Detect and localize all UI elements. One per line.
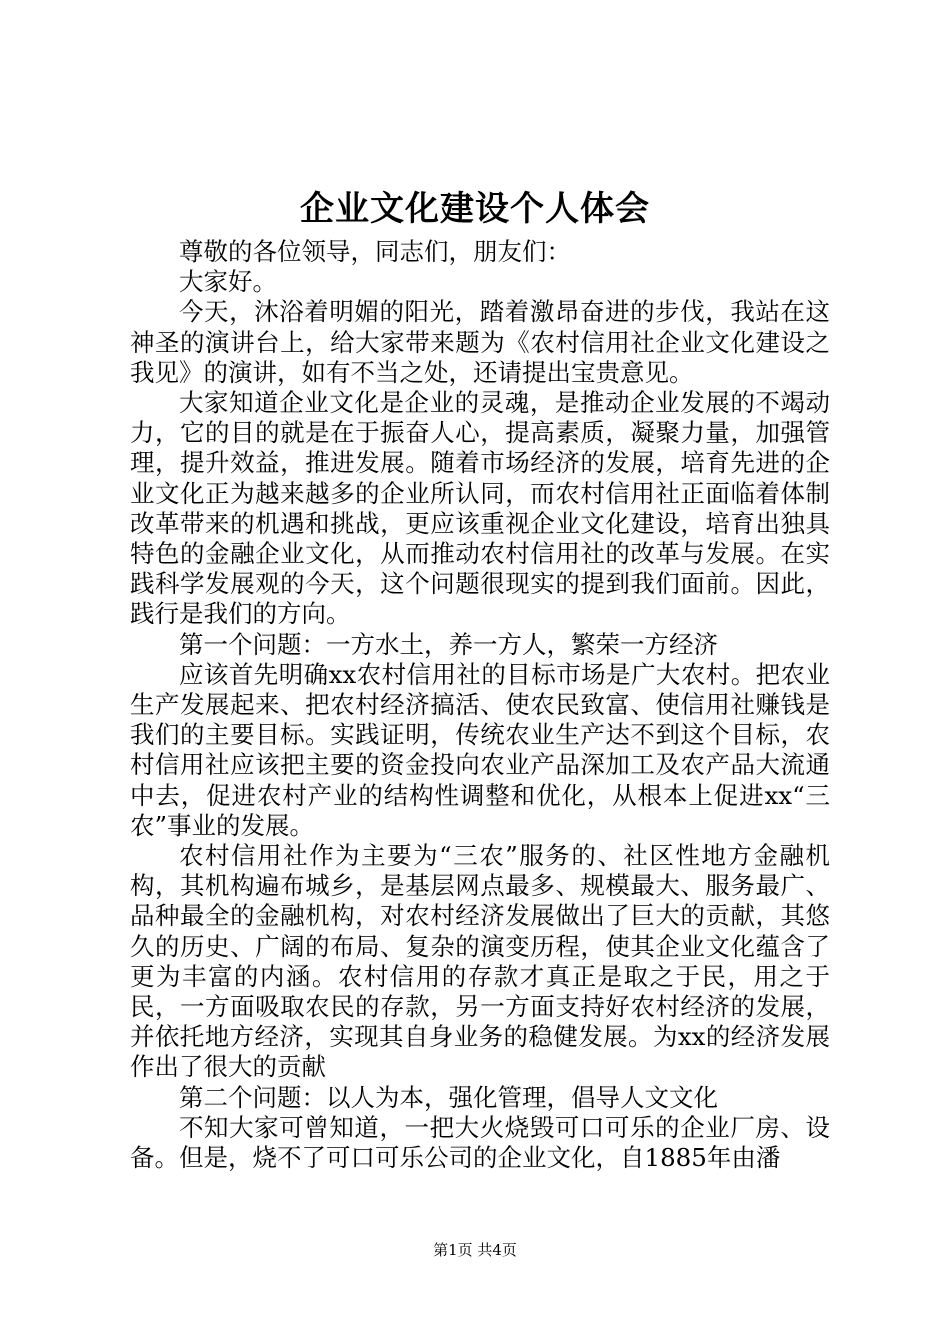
paragraph-culture: 大家知道企业文化是企业的灵魂，是推动企业发展的不竭动力，它的目的就是在于振奋人心，提高素质，凝聚力量，加强管理，提升效益，推进发展。随着市场经济的发展，培育先进的企业文化正为越来越多的企业所认同，而农村信用社正面临着体制改革带来的机遇和挑战，更应该重视企业文化建设，培育出独具特色的金融企业文化，从而推动农村信用社的改革与发展。在实践科学发展观的今天，这个问题很现实的提到我们面前。因此，践行是我们的方向。: [130, 388, 830, 629]
greeting: 大家好。: [179, 267, 277, 297]
page-footer: 第1页 共4页: [433, 1241, 517, 1259]
paragraph-target-market: 应该首先明确xx农村信用社的目标市场是广大农村。把农业生产发展起来、把农村经济搞活、使农民致富、使信用社赚钱是我们的主要目标。实践证明，传统农业生产达不到这个目标，农村信用社应该把主要的资金投向农业产品深加工及农产品大流通中去，促进农村产业的结构性调整和优化，从根本上促进xx“三农”事业的发展。: [130, 659, 830, 840]
paragraph-intro: 今天，沐浴着明媚的阳光，踏着激昂奋进的步伐，我站在这神圣的演讲台上，给大家带来题为《农村信用社企业文化建设之我见》的演讲，如有不当之处，还请提出宝贵意见。: [130, 297, 830, 387]
paragraph-rural-credit: 农村信用社作为主要为“三农”服务的、社区性地方金融机构，其机构遍布城乡，是基层网点最多、规模最大、服务最广、品种最全的金融机构，对农村经济发展做出了巨大的贡献，其悠久的历史、广阔的布局、复杂的演变历程，使其企业文化蕴含了更为丰富的内涵。农村信用的存款才真正是取之于民，用之于民，一方面吸取农民的存款，另一方面支持好农村经济的发展，并依托地方经济，实现其自身业务的稳健发展。为xx的经济发展作出了很大的贡献: [130, 841, 830, 1082]
paragraph-coca-cola: 不知大家可曾知道，一把大火烧毁可口可乐的企业厂房、设备。但是，烧不了可口可乐公司的企业文化，自1885年由潘: [130, 1112, 830, 1173]
document-title: 企业文化建设个人体会: [300, 189, 650, 229]
salutation: 尊敬的各位领导，同志们，朋友们：: [179, 237, 571, 266]
section-heading-2: 第二个问题：以人为本，强化管理，倡导人文文化: [179, 1082, 718, 1112]
document-body: [130, 237, 830, 1173]
section-heading-1: 第一个问题：一方水土，养一方人，繁荣一方经济: [179, 629, 718, 659]
